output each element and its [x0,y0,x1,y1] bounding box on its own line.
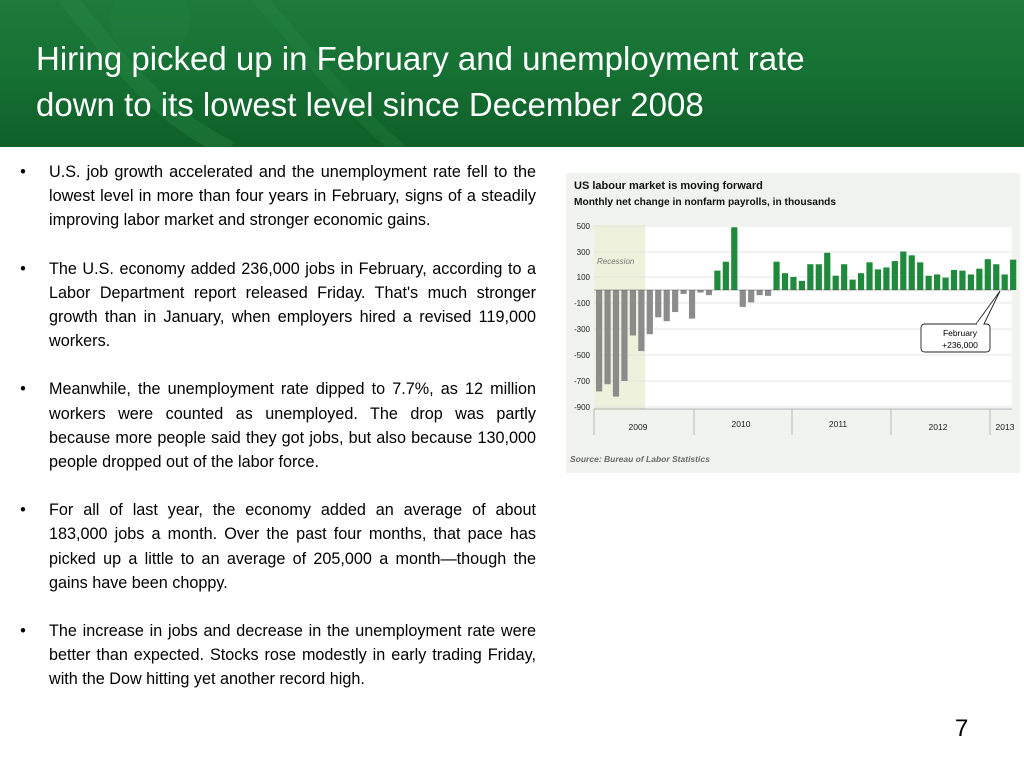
bullet-text: U.S. job growth accelerated and the unemployment rate fell to the lowest level in more than four years in February, signs of a steadily improving labor market and stronger economic gains. [49,163,536,230]
bar [613,290,619,397]
bullet-list [16,160,536,716]
bullet-text: For all of last year, the economy added an average of about 183,000 jobs a month. Over the past four months, that pace has picked up a little to an average of 205,000 a month—though the gains have been choppy. [49,501,536,592]
bar [883,267,889,290]
bar [664,290,670,321]
y-tick-label: 300 [576,248,590,257]
bullet-item [16,160,536,233]
bar [833,276,839,290]
bar [1002,274,1008,290]
y-tick-label: -500 [573,351,590,360]
bullet-dot: • [20,163,26,181]
bar [892,261,898,290]
bar [1010,260,1016,290]
bar [672,290,678,312]
bar [655,290,661,317]
bullet-text: Meanwhile, the unemployment rate dipped to 7.7%, as 12 million workers were counted as unemployed. The drop was partly because more people said they got jobs, but also because 130,000 people dropped out of the labor force. [49,380,536,472]
bar [782,273,788,290]
chart-subtitle: Monthly net change in nonfarm payrolls, in thousands [574,197,837,208]
bar [689,290,695,319]
bar [638,290,644,351]
chart-title: US labour market is moving forward [574,180,763,192]
bar [807,264,813,290]
slide-title [36,36,956,128]
bullet-item [16,619,536,692]
bar [841,264,847,290]
bar [731,227,737,290]
x-tick-label: 2011 [828,419,848,429]
bar [968,274,974,290]
bar [714,271,720,290]
bullet-item [16,498,536,595]
bar [866,262,872,290]
bar [740,290,746,307]
y-tick-label: -700 [573,377,590,386]
bullet-dot: • [20,380,26,399]
bar [900,252,906,291]
bar [765,290,771,296]
bar [824,253,830,290]
payrolls-chart [566,173,1020,473]
bar [604,290,610,384]
callout-pointer-join [977,323,983,326]
bar [647,290,653,334]
chart-source: Source: Bureau of Labor Statistics [570,454,710,464]
bullet-item [16,257,536,354]
bar [850,280,856,290]
title-line-2: down to its lowest level since December 2008 [36,86,704,123]
bar [681,290,687,294]
bar [909,255,915,290]
bullet-dot: • [20,259,26,278]
bar [799,281,805,290]
recession-label: Recession [597,257,635,266]
bar [976,269,982,290]
bar [942,278,948,290]
bullet-dot: • [20,622,26,641]
bar [748,290,754,302]
bar [790,277,796,290]
y-tick-label: -900 [573,403,590,412]
y-tick-label: 500 [576,222,590,231]
bar [816,264,822,290]
bullet-dot: • [20,501,26,520]
y-tick-label: 100 [576,273,590,282]
x-tick-label: 2012 [928,422,948,432]
bar [951,270,957,290]
bar [926,276,932,290]
bar [934,274,940,290]
callout-value: +236,000 [942,340,978,350]
x-tick-label: 2013 [995,422,1015,432]
bar [985,259,991,290]
bar [993,264,999,290]
callout-label: February [942,328,978,338]
y-tick-label: -300 [573,325,590,334]
bar [697,290,703,293]
bar [621,290,627,381]
x-tick-label: 2010 [731,419,751,429]
bar [596,290,602,391]
chart-plot [566,173,1020,473]
x-tick-label: 2009 [628,422,648,432]
bullet-item [16,377,536,474]
bar [773,262,779,290]
bullet-text: The U.S. economy added 236,000 jobs in February, according to a Labor Department report released Friday. That's much stronger growth than in January, when employers hired a revised 119,000 workers. [49,259,536,351]
bar [757,290,763,295]
title-line-1: Hiring picked up in February and unemployment rate [36,40,805,77]
bar [706,290,712,295]
bar [917,262,923,290]
bar [858,273,864,290]
bar [959,271,965,290]
bar [630,290,636,336]
bullet-text: The increase in jobs and decrease in the unemployment rate were better than expected. Stocks rose modestly in early trading Friday, with the Dow hitting yet another record high. [49,622,536,689]
page-number: 7 [955,715,969,742]
title-banner [0,0,1024,147]
y-tick-label: -100 [573,299,590,308]
bar [723,262,729,290]
bar [875,269,881,290]
